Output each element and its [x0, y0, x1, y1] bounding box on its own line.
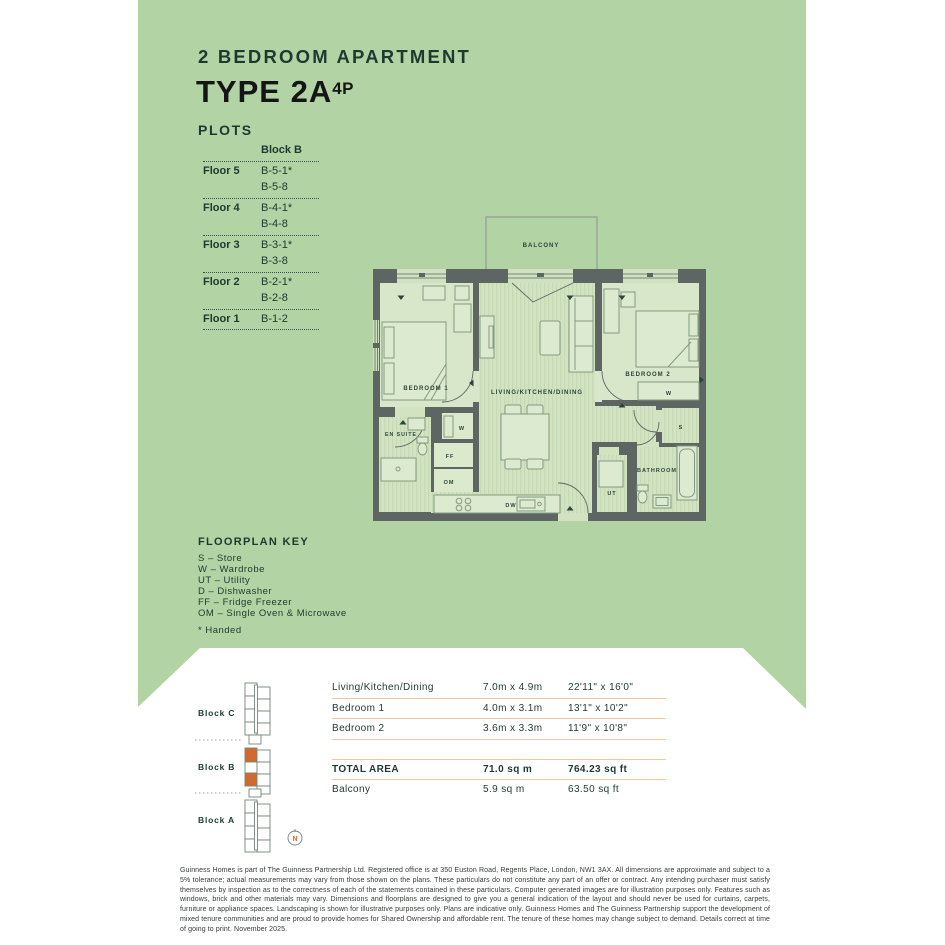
block-a-label: Block A — [198, 815, 235, 825]
imperial-size: 13'1" x 10'2" — [568, 702, 629, 714]
plots-row-floor1 — [203, 310, 319, 331]
block-b-label: Block B — [198, 762, 236, 772]
key-item: FF – Fridge Freezer — [198, 596, 292, 608]
floor-label: Floor 5 — [203, 164, 240, 177]
unit-id: B-3-8 — [261, 255, 288, 267]
unit-id: B-2-8 — [261, 292, 288, 304]
metric-size: 4.0m x 3.1m — [483, 702, 543, 714]
balcony — [486, 217, 597, 273]
dishwasher-label: DW — [505, 503, 517, 509]
page-title-text: TYPE 2A — [196, 74, 333, 109]
compass-north-label: N — [292, 836, 298, 843]
unit-id: B-5-8 — [261, 181, 288, 193]
unit-id: B-5-1* — [261, 164, 293, 177]
plots-header-spacer — [203, 142, 261, 159]
total-area-row — [332, 759, 666, 781]
imperial-size: 11'9" x 10'8" — [568, 723, 628, 735]
utility-label: UT — [607, 491, 617, 497]
key-item: OM – Single Oven & Microwave — [198, 607, 347, 619]
balcony-imperial: 63.50 sq ft — [568, 784, 620, 796]
unit-id: B-4-8 — [261, 218, 288, 230]
page-title-superscript: 4P — [332, 79, 355, 98]
floorplan-key — [198, 536, 347, 636]
apartment-type-subtitle: 2 BEDROOM APARTMENT — [198, 46, 472, 67]
bedroom-2-label: BEDROOM 2 — [625, 372, 671, 378]
highlighted-unit — [245, 773, 257, 786]
total-metric: 71.0 sq m — [483, 763, 533, 775]
table-spacer — [332, 740, 666, 759]
plots-row-floor4 — [203, 199, 319, 236]
site-plan — [190, 676, 310, 858]
room-name: Bedroom 1 — [332, 702, 385, 714]
metric-size: 7.0m x 4.9m — [483, 682, 543, 694]
balcony-label: Balcony — [332, 784, 371, 796]
dimension-row — [332, 699, 666, 720]
room-name: Living/Kitchen/Dining — [332, 682, 434, 694]
key-item: S – Store — [198, 553, 243, 564]
floorplan-key-heading: FLOORPLAN KEY — [198, 536, 310, 548]
plots-header-row — [203, 141, 319, 162]
bedroom-1-label: BEDROOM 1 — [403, 386, 449, 392]
balcony-area-row — [332, 780, 666, 800]
store-label: S — [678, 425, 684, 431]
oven-label: OM — [443, 480, 455, 486]
dimensions-table — [332, 678, 666, 800]
unit-id: B-2-1* — [261, 275, 293, 288]
dimension-row — [332, 719, 666, 740]
plots-row-floor3 — [203, 236, 319, 273]
floor-label: Floor 3 — [203, 238, 240, 251]
wardrobe2-label: W — [665, 391, 673, 397]
block-c-footprint — [245, 683, 270, 744]
balcony-label: BALCONY — [522, 243, 560, 249]
room-name: Bedroom 2 — [332, 723, 385, 735]
total-label: TOTAL AREA — [332, 763, 399, 775]
total-imperial: 764.23 sq ft — [568, 763, 628, 775]
unit-id: B-4-1* — [261, 201, 293, 214]
legal-disclaimer: Guinness Homes is part of The Guinness Partnership Ltd. Registered office is at 350 Euston Road, Regents Place, London, NW1 3AX. All dimensions are approximate and subject to a 5% tolerance; actual measurements may vary from those shown on the plans. These particulars do not constitute any part of an offer or contract. Any intending purchaser must satisfy themselves by inspection as to the correctness of each of the statements contained in these particulars. Computer generated images are for illustration purposes only. Features such as windows, brick and other materials may vary. Dimensions and floorplans are designed to give you a general indication of the layout and should never be used for curtains, carpets, furniture or appliance spaces. Landscaping is shown for illustrative purposes only. Plans are indicative only. Guinness Homes and The Guinness Partnership support the development of mixed tenure communities and are proud to provide homes for Shared Ownership and affordable rent. The tenure of these homes may change subject to demand. Details correct at time of going to print. November 2025. — [180, 867, 770, 933]
highlighted-unit — [245, 748, 257, 762]
block-a-footprint — [245, 800, 270, 852]
metric-size: 3.6m x 3.3m — [483, 723, 543, 735]
plots-column-header: Block B — [261, 144, 302, 156]
floor-label: Floor 1 — [203, 312, 240, 325]
compass-icon — [288, 829, 302, 845]
fridge-freezer-label: FF — [445, 454, 455, 460]
ensuite-label: EN SUITE — [385, 432, 417, 438]
unit-id: B-1-2 — [261, 312, 288, 325]
page-title — [196, 74, 354, 110]
block-c-label: Block C — [198, 708, 236, 718]
key-item: D – Dishwasher — [198, 585, 273, 597]
plots-heading: PLOTS — [198, 122, 253, 138]
imperial-size: 22'11" x 16'0" — [568, 682, 634, 694]
living-label: LIVING/KITCHEN/DINING — [490, 390, 584, 396]
wardrobe1-label: W — [458, 426, 466, 432]
floor-label: Floor 2 — [203, 275, 240, 288]
block-b-footprint — [245, 748, 270, 797]
key-item: W – Wardrobe — [198, 563, 265, 575]
handed-note: * Handed — [198, 625, 242, 637]
hall-floor — [592, 406, 656, 442]
floorplan-drawing — [368, 206, 713, 538]
plots-row-floor2 — [203, 273, 319, 310]
dimension-row — [332, 678, 666, 699]
plots-table — [203, 141, 319, 330]
balcony-metric: 5.9 sq m — [483, 784, 525, 796]
bathroom-label: BATHROOM — [637, 468, 677, 474]
unit-id: B-3-1* — [261, 238, 293, 251]
key-item: UT – Utility — [198, 574, 251, 586]
plots-row-floor5 — [203, 162, 319, 199]
floor-label: Floor 4 — [203, 201, 240, 214]
